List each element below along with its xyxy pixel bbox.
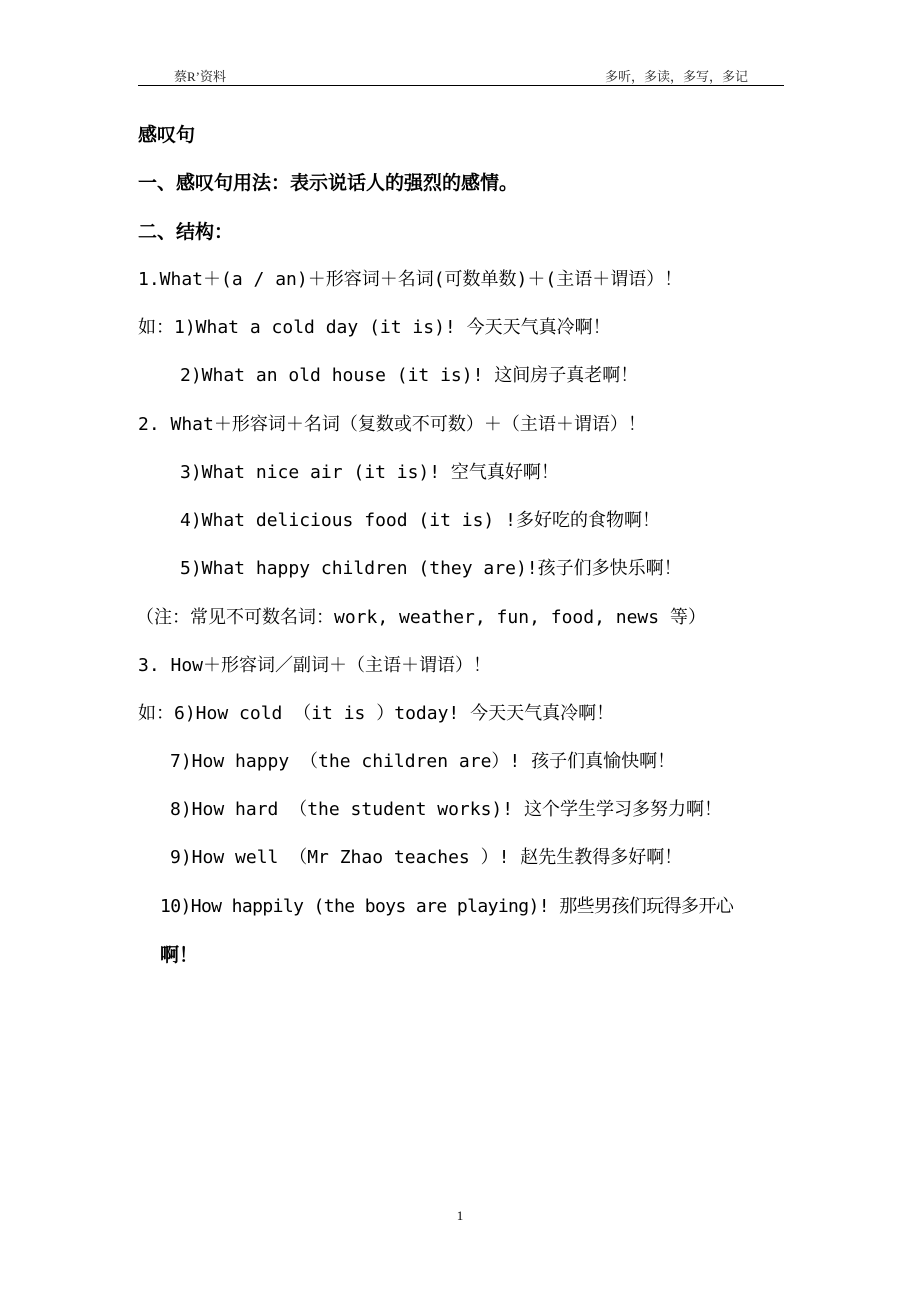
header-left-text: 蔡R’资料	[174, 69, 227, 84]
section-structure: 二、结构：	[138, 221, 234, 243]
note-uncountable-nouns: （注：常见不可数名词：work, weather, fun, food, news 等）	[136, 607, 706, 628]
example-7: 7)How happy （the children are）! 孩子们真愉快啊！	[170, 751, 676, 772]
example-1: 如：1)What a cold day (it is)! 今天天气真冷啊！	[138, 317, 611, 338]
example-3: 3)What nice air (it is)! 空气真好啊！	[180, 462, 559, 483]
header-divider	[138, 85, 784, 86]
document-title: 感叹句	[138, 124, 196, 146]
page-number: 1	[456, 1208, 464, 1223]
rule-what-singular: 1.What＋(a / an)＋形容词＋名词(可数单数)＋(主语＋谓语）！	[138, 269, 683, 290]
example-6: 如：6)How cold （it is ）today! 今天天气真冷啊！	[138, 703, 615, 724]
example-5: 5)What happy children (they are)!孩子们多快乐啊！	[180, 558, 682, 579]
section-usage: 一、感叹句用法：表示说话人的强烈的感情。	[138, 172, 519, 194]
rule-what-plural: 2. What＋形容词＋名词（复数或不可数）＋（主语＋谓语）！	[138, 414, 646, 435]
page-header	[138, 62, 784, 84]
header-right-text: 多听，多读，多写，多记	[604, 69, 748, 84]
example-10: 10)How happily (the boys are playing)! 那些男孩们玩得多开心	[160, 896, 734, 917]
example-9: 9)How well （Mr Zhao teaches ）! 赵先生教得多好啊！	[170, 847, 683, 868]
example-2: 2)What an old house (it is)! 这间房子真老啊！	[180, 365, 639, 386]
example-4: 4)What delicious food (it is) !多好吃的食物啊！	[180, 510, 660, 531]
example-8: 8)How hard （the student works)! 这个学生学习多努力啊！	[170, 799, 722, 820]
example-10-continued: 啊！	[160, 944, 199, 966]
rule-how: 3. How＋形容词／副词＋（主语＋谓语）！	[138, 655, 492, 676]
